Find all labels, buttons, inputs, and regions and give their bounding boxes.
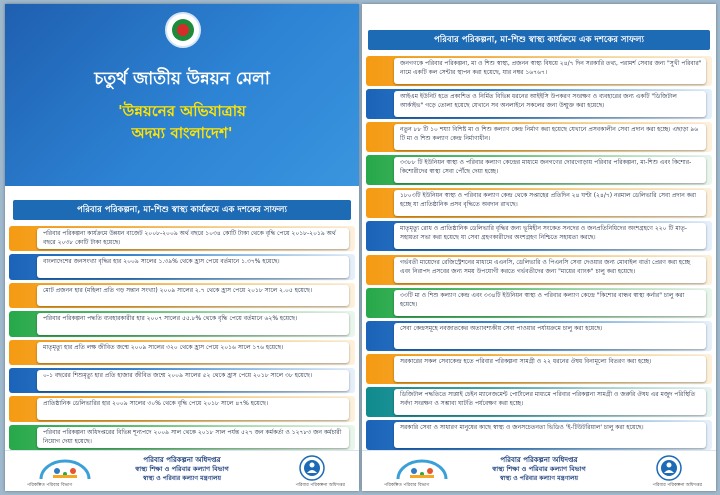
- slogan-line-2: অদম্য বাংলাদেশ': [131, 124, 233, 142]
- item-text: ৩৩টি মা ও শিশু কল্যাণ কেন্দ্র এবং ৩৩৪টি ইউনিয়ন স্বাস্থ্য ও পরিবার কল্যাণ কেন্দ্রে "কিশোর বান্ধব স্বাস্থ্য কর্নার" চালু করা হয়েছে।: [400, 291, 685, 308]
- list-item: [9, 368, 355, 393]
- item-text: পরিবার পরিকল্পনা অধিদপ্তরের বিভিন্ন শূন্যপদে ২০০৯ সাল থেকে ২০১৮ সাল পর্যন্ত ৫২৭ জন কর্মকর্তা ও ১২৭৮৩ জন কর্মচারী নিয়োগ দেয়া হয়েছে।: [43, 428, 342, 445]
- footer-line-1: পরিবার পরিকল্পনা অধিদপ্তর: [500, 456, 578, 464]
- list-item: [366, 155, 712, 185]
- list-item: [366, 122, 712, 152]
- right-logo-caption: পরিবার পরিকল্পনা অধিদপ্তর: [295, 483, 345, 488]
- list-item: [9, 396, 355, 421]
- footer-line-1: পরিবার পরিকল্পনা অধিদপ্তর: [143, 456, 221, 464]
- footer-line-2: স্বাস্থ্য শিক্ষা ও পরিবার কল্যাণ বিভাগ: [135, 465, 229, 473]
- list-item: [9, 340, 355, 365]
- list-item: [366, 89, 712, 119]
- list-item: [9, 254, 355, 279]
- item-text: জনগণকে পরিবার পরিকল্পনা, মা ও শিশু স্বাস্থ্য, প্রজনন স্বাস্থ্য বিষয়ে ২৪/৭ দিন সরকারি তথ্য, পরামর্শ সেবার জন্য "সুখী পরিবার" নামে একটি কল সেন্টার স্থাপন করা হয়েছে, যার নম্বর ১৬৭৬৭।: [400, 60, 702, 76]
- left-logo-caption: পরিকল্পিত পরিবার বিভাগ: [384, 483, 430, 488]
- slogan-line-1: 'উন্নয়নের অভিযাত্রায়: [118, 102, 246, 120]
- right-poster: [362, 4, 716, 491]
- item-text: সরকারি সেবা ও সাধারণ মানুষের কাছে স্বাস্থ্য ও জনসচেতনতা ভিডিও 'ই-টিউটরিয়াল' চালু করা হয়েছে।: [400, 423, 644, 431]
- list-item: [366, 221, 712, 251]
- government-seal-logo: [165, 12, 201, 48]
- footer-line-3: স্বাস্থ্য ও পরিবার কল্যাণ মন্ত্রণালয়: [143, 475, 221, 482]
- section-header: পরিবার পরিকল্পনা, মা-শিশু স্বাস্থ্য কার্যক্রমে এক দশকের সাফল্য: [368, 30, 710, 50]
- list-item: [9, 283, 355, 308]
- item-text: ০-১ বছরের শিশুমৃত্যু হার প্রতি হাজার জীবিত জন্মে ২০০৯ সালের ৫২ থেকে হ্রাস পেয়ে ২০১৮ সালে ৩৮ হয়েছে।: [43, 371, 312, 379]
- item-text: মোট প্রজনন হার (মহিলা প্রতি গড় সন্তান সংখ্যা) ২০০৯ সালের ২.৭ থেকে হ্রাস পেয়ে ২০১৮ সালে ২.০৫ হয়েছে।: [43, 286, 312, 294]
- list-item: [366, 288, 712, 318]
- item-text: প্রাতিষ্ঠানিক ডেলিভারির হার ২০০৯ সালের ৩০% থেকে বৃদ্ধি পেয়ে ২০১৮ সালে ৪৭% হয়েছে।: [43, 400, 269, 408]
- list-item: [366, 420, 712, 450]
- fair-slogan: [5, 100, 359, 144]
- left-logo-caption: পরিকল্পিত পরিবার বিভাগ: [27, 483, 73, 488]
- item-text: সরকারের সকল সেবাকেন্দ্র হতে পরিবার পরিকল্পনা সামগ্রী ও ২২ ধরনের ঔষধ বিনামূল্যে বিতরণ করা হচ্ছে।: [400, 357, 652, 365]
- item-text: মাতৃমৃত্যু হার প্রতি লক্ষ জীবিত জন্মে ২০০৯ সালের ৩২০ থেকে হ্রাস পেয়ে ২০১৬ সালে ১৭৬ হয়েছে।: [43, 343, 284, 351]
- footer-line-2: স্বাস্থ্য শিক্ষা ও পরিবার কল্যাণ বিভাগ: [492, 465, 586, 473]
- footer: [5, 450, 359, 491]
- family-planning-emblem-icon: [35, 457, 95, 483]
- list-item: [9, 311, 355, 336]
- directorate-logo-icon: [656, 455, 682, 481]
- fair-title: চতুর্থ জাতীয় উন্নয়ন মেলা: [94, 69, 270, 89]
- item-text: পরিবার পরিকল্পনা কার্যক্রমে উন্নয়ন বাজেট ২০০৮-২০০৯ অর্থ বছরে ১০৩৪ কোটি টাকা থেকে বৃদ্ধি পেয়ে ২০১৮-২০১৯ অর্থ বছরে ২০৩৮ কোটি টাকা হয়েছে।: [43, 230, 336, 246]
- item-text: নতুন ৮৮ টি ১০ শয্যা বিশিষ্ট মা ও শিশু কল্যাণ কেন্দ্র নির্মাণ করা হয়েছে যেখানে প্রসবকালীন সেবা প্রদান করা হচ্ছে। এছাড়া ৯৬ টি মা ও শিশু কল্যাণ কেন্দ্র নির্মাণাধীন।: [400, 126, 699, 143]
- left-poster: [5, 4, 359, 491]
- directorate-logo-icon: [299, 455, 325, 481]
- footer-line-3: স্বাস্থ্য ও পরিবার কল্যাণ মন্ত্রণালয়: [500, 475, 578, 482]
- item-text: আইএম ইউনিট হতে প্রকাশিত ও নির্মিত বিভিন্ন ধরনের আইইসি উপকরণ সংরক্ষণ ও ব্যবহারের জন্য একটি "ডিজিটাল আর্কাইভ" গড়ে তোলা হয়েছে যেখানে সব অনলাইনে সকলের জন্য উন্মুক্ত করা হয়েছে।: [400, 93, 677, 110]
- list-item: [366, 188, 712, 218]
- list-item: [9, 226, 355, 251]
- item-text: ১৮০৩টি ইউনিয়ন স্বাস্থ্য ও পরিবার কল্যাণ কেন্দ্র থেকে সপ্তাহের প্রতিদিন ২৪ ঘণ্টা (২৪/৭) নরমাল ডেলিভারি সেবা প্রদান করা হচ্ছে যা প্রাতিষ্ঠানিক প্রসব বৃদ্ধিতে অবদান রাখছে।: [400, 192, 696, 209]
- item-text: ডিজিটাল পদ্ধতিতে সাপ্লাই চেইন ম্যানেজমেন্ট পোর্টালের মাধ্যমে পরিবার পরিকল্পনা সামগ্রী ও জরুরি ঔষধ এর মজুদ পরিস্থিতি সর্বদা সংরক্ষণ ও সম্ভাব্য ঘাটতি পর্যবেক্ষণ করা হচ্ছে।: [400, 390, 696, 407]
- list-item: [366, 354, 712, 384]
- list-item: [366, 321, 712, 351]
- item-text: বাংলাদেশের জনসংখ্যা বৃদ্ধির হার ২০০৯ সালের ১.৩৯% থেকে হ্রাস পেয়ে বর্তমানে ১.৩৭% হয়েছে।: [43, 258, 280, 266]
- footer-organization: [472, 455, 606, 483]
- right-logo-caption: পরিবার পরিকল্পনা অধিদপ্তর: [652, 483, 702, 488]
- list-item: [9, 425, 355, 450]
- item-text: ৩৩৮৮ টি ইউনিয়ন স্বাস্থ্য ও পরিবার কল্যাণ কেন্দ্রের মাধ্যমে জনগণের দোরগোড়ায় পরিবার পরিকল্পনা, মা-শিশু এবং কিশোর-কিশোরীদের স্বাস্থ্য সেবা পৌঁছে দেয়া হচ্ছে।: [400, 159, 692, 176]
- section-header: পরিবার পরিকল্পনা, মা-শিশু স্বাস্থ্য কার্যক্রমে এক দশকের সাফল্য: [13, 200, 351, 220]
- item-text: মাতৃমৃত্যু রোধ ও প্রাতিষ্ঠানিক ডেলিভারি বৃদ্ধির জন্য ভূমিহীন সংকেত সনদের ও জনপ্রতিনিধিদের অংশগ্রহণে ২২০ টি মাতৃ-সহায়তা সভা করা হয়েছে যা সেবা গ্রহণকারীদের অংশগ্রহণ নিশ্চিতে সহায়তা করছে।: [400, 225, 688, 242]
- list-item: [366, 255, 712, 285]
- list-item: [366, 387, 712, 417]
- list-item: [366, 56, 712, 86]
- footer-organization: [115, 455, 249, 483]
- item-text: পরিবার পরিকল্পনা পদ্ধতি ব্যবহারকারীর হার ২০০৭ সালের ৫৫.৮% থেকে বৃদ্ধি পেয়ে বর্তমানে ৬২% হয়েছে।: [43, 315, 298, 323]
- item-text: সেবা কেন্দ্রসমূহে নবজাতকের অত্যাবশ্যকীয় সেবা পাওয়ার পর্যায়ক্রমে চালু করা হয়েছে।: [400, 324, 603, 332]
- family-planning-emblem-icon: [392, 457, 452, 483]
- item-text: গর্ভবতী মায়েদের রেজিস্ট্রেশনের মাধ্যমে এএনসি, ডেলিভারি ও পিএনসি সেবা দেওয়ার জন্য মোবাইল বার্তা প্রেরণ করা হচ্ছে এবং নিরাপদ প্রসবের জন্য সময় উপযোগী করতে গর্ভবতীদের জন্য "মায়ের ব্যাংক" চালু করা হয়েছে।: [400, 258, 691, 275]
- hero-banner: [5, 4, 359, 186]
- footer: [362, 450, 716, 491]
